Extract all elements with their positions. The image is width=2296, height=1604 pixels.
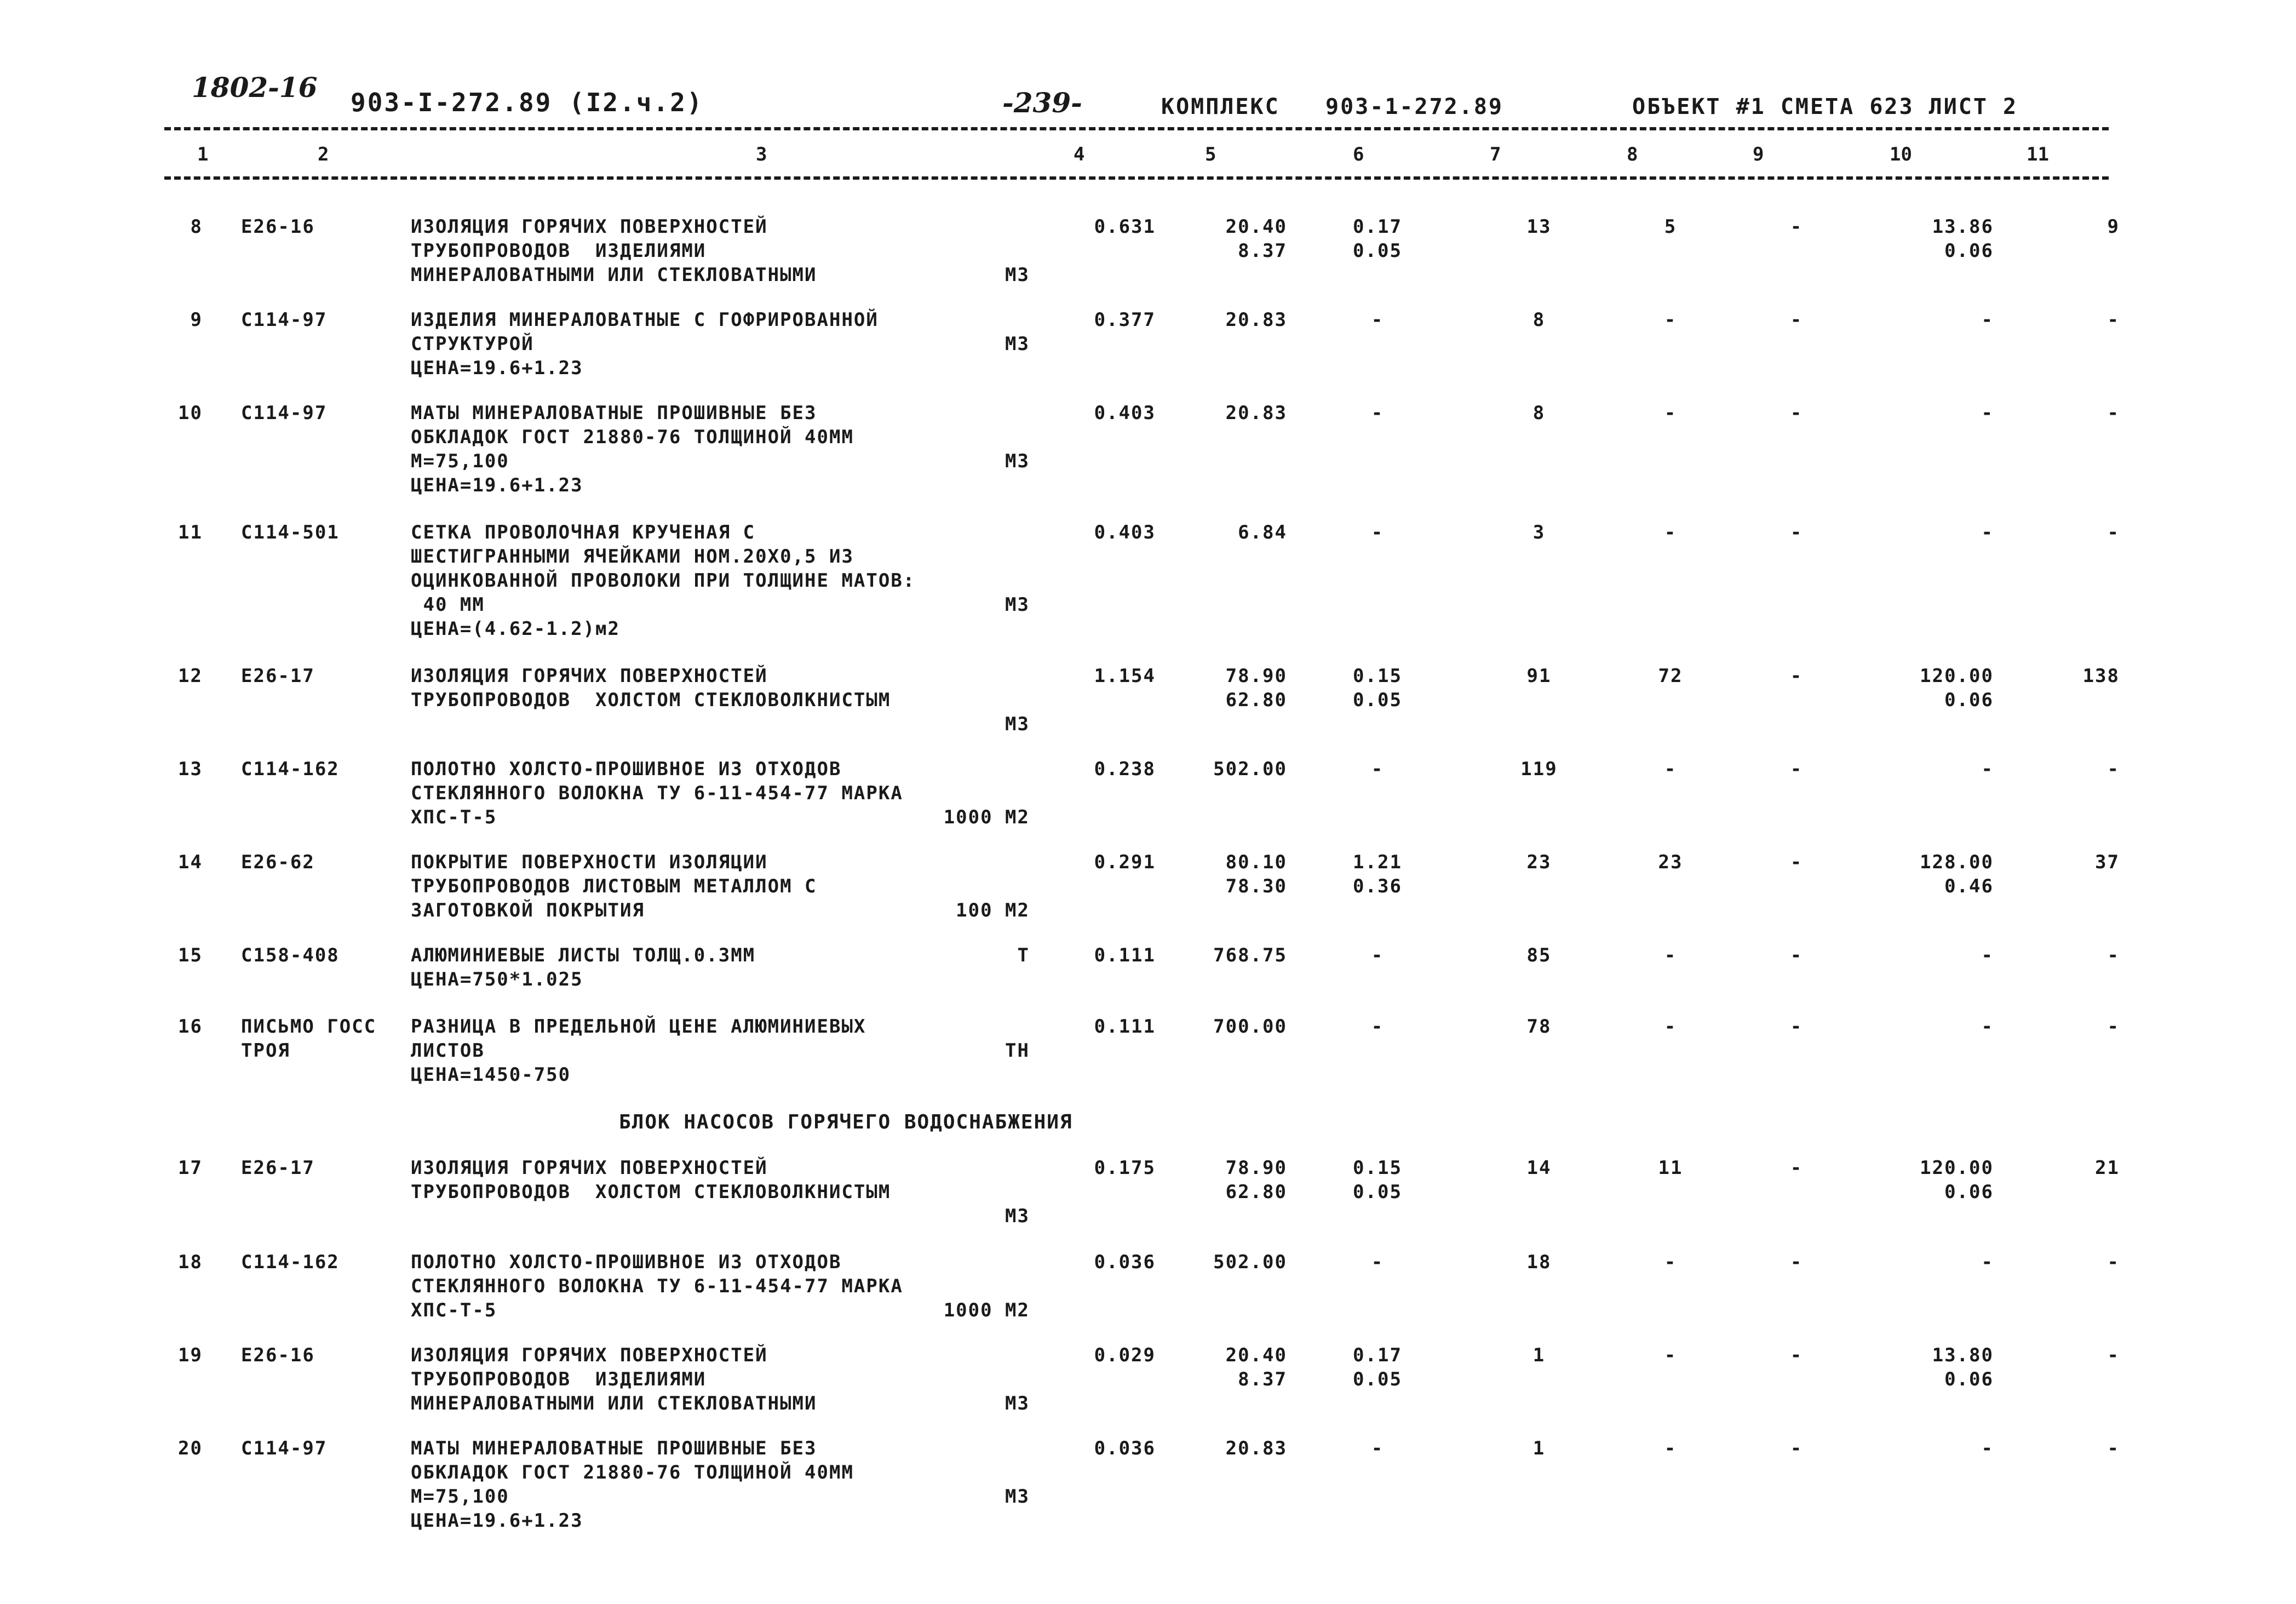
row-description-line: ЗАГОТОВКОЙ ПОКРЫТИЯ [411, 900, 645, 921]
row-quantity: 0.631 [1094, 216, 1156, 238]
row-code: С158-408 [241, 944, 340, 966]
row-description-line: МАТЫ МИНЕРАЛОВАТНЫЕ ПРОШИВНЫЕ БЕЗ [411, 402, 817, 424]
row-labor-cost: - [1664, 309, 1677, 331]
row-labor-price: - [1371, 944, 1384, 966]
row-unit: 1000 М2 [943, 1299, 1030, 1321]
row-description-line: СТЕКЛЯННОГО ВОЛОКНА ТУ 6-11-454-77 МАРКА [411, 782, 903, 804]
row-unit: 100 М2 [956, 900, 1030, 921]
row-col-11: 21 [2095, 1157, 2120, 1179]
row-number: 14 [178, 851, 203, 873]
row-unit-price: 20.83 [1225, 309, 1287, 331]
row-labor-price: 0.15 [1353, 1157, 1402, 1179]
complex-code: 903-1-272.89 [1325, 94, 1503, 119]
row-unit-price: 700.00 [1213, 1016, 1287, 1038]
row-labor-price: 0.05 [1353, 240, 1402, 262]
row-code: Е26-17 [241, 665, 315, 687]
row-labor-price: 0.17 [1353, 1344, 1402, 1366]
column-number-9: 9 [1753, 144, 1764, 165]
row-number: 17 [178, 1157, 203, 1179]
row-labor-price: 0.05 [1353, 1181, 1402, 1203]
row-description-line: ИЗОЛЯЦИЯ ГОРЯЧИХ ПОВЕРХНОСТЕЙ [411, 1344, 768, 1366]
row-unit-price: 20.40 [1225, 216, 1287, 238]
row-unit: М3 [1005, 1393, 1030, 1414]
row-description-line: МИНЕРАЛОВАТНЫМИ ИЛИ СТЕКЛОВАТНЫМИ [411, 1393, 817, 1414]
row-description-line: ИЗДЕЛИЯ МИНЕРАЛОВАТНЫЕ С ГОФРИРОВАННОЙ [411, 309, 879, 331]
row-labor-price: - [1371, 758, 1384, 780]
row-code: С114-162 [241, 758, 340, 780]
row-labor-price: 0.17 [1353, 216, 1402, 238]
row-unit: 1000 М2 [943, 806, 1030, 828]
row-labor-cost: - [1664, 402, 1677, 424]
row-unit-price: 78.90 [1225, 1157, 1287, 1179]
row-labor-price: 0.15 [1353, 665, 1402, 687]
row-quantity: 0.111 [1094, 1016, 1156, 1038]
row-number: 15 [178, 944, 203, 966]
row-code: С114-97 [241, 402, 328, 424]
row-labor-cost: - [1664, 1437, 1677, 1459]
row-col-11: 37 [2095, 851, 2120, 873]
row-number: 8 [190, 216, 203, 238]
document-code: 903-I-272.89 (I2.ч.2) [351, 88, 704, 117]
row-description-line: МИНЕРАЛОВАТНЫМИ ИЛИ СТЕКЛОВАТНЫМИ [411, 264, 817, 286]
row-col-9: - [1790, 1157, 1803, 1179]
row-labor-price: 0.05 [1353, 1368, 1402, 1390]
row-code: ПИСЬМО ГОСС ТРОЯ [241, 1016, 377, 1062]
row-description-line: ШЕСТИГРАННЫМИ ЯЧЕЙКАМИ НОМ.20Х0,5 ИЗ [411, 546, 854, 568]
row-number: 18 [178, 1251, 203, 1273]
row-labor-cost: - [1664, 522, 1677, 543]
row-description-line: СТРУКТУРОЙ [411, 333, 534, 355]
row-unit: М3 [1005, 450, 1030, 472]
row-col-11: - [2107, 944, 2120, 966]
row-labor-price: - [1371, 1016, 1384, 1038]
row-col-10: 0.06 [1944, 689, 1994, 711]
row-col-9: - [1790, 851, 1803, 873]
row-quantity: 1.154 [1094, 665, 1156, 687]
row-unit-price: 20.83 [1225, 402, 1287, 424]
row-col-10: 0.46 [1944, 875, 1994, 897]
row-description-line: ЦЕНА=19.6+1.23 [411, 1510, 583, 1532]
row-col-10: 0.06 [1944, 1181, 1994, 1203]
row-description-line: ПОКРЫТИЕ ПОВЕРХНОСТИ ИЗОЛЯЦИИ [411, 851, 768, 873]
row-col-10: 128.00 [1920, 851, 1994, 873]
row-quantity: 0.238 [1094, 758, 1156, 780]
row-unit-price: 502.00 [1213, 758, 1287, 780]
row-unit-price: 502.00 [1213, 1251, 1287, 1273]
row-quantity: 0.111 [1094, 944, 1156, 966]
row-description-line: ХПС-Т-5 [411, 806, 497, 828]
row-description-line: ТРУБОПРОВОДОВ ХОЛСТОМ СТЕКЛОВОЛКНИСТЫМ [411, 689, 891, 711]
row-labor-cost: 5 [1664, 216, 1677, 238]
row-labor-cost: - [1664, 1251, 1677, 1273]
row-quantity: 0.403 [1094, 402, 1156, 424]
row-description-line: ЛИСТОВ [411, 1040, 485, 1062]
row-col-11: - [2107, 402, 2120, 424]
row-labor-price: - [1371, 522, 1384, 543]
row-col-10: 13.86 [1932, 216, 1994, 238]
row-unit: М3 [1005, 713, 1030, 735]
object-label: ОБЪЕКТ #1 СМЕТА 623 ЛИСТ 2 [1632, 94, 2018, 119]
handwritten-number: 1802-16 [192, 71, 318, 104]
row-unit: М3 [1005, 1486, 1030, 1508]
column-number-3: 3 [756, 144, 767, 165]
row-col-9: - [1790, 402, 1803, 424]
row-col-11: - [2107, 1251, 2120, 1273]
row-description-line: М=75,100 [411, 1486, 509, 1508]
row-labor-cost: - [1664, 758, 1677, 780]
row-col-11: 9 [2107, 216, 2120, 238]
row-labor-price: - [1371, 1251, 1384, 1273]
row-description-line: ЦЕНА=750*1.025 [411, 969, 583, 990]
row-unit-price: 20.40 [1225, 1344, 1287, 1366]
row-unit: Т [1017, 944, 1030, 966]
row-labor-cost: - [1664, 944, 1677, 966]
row-number: 16 [178, 1016, 203, 1038]
row-unit: ТН [1005, 1040, 1030, 1062]
row-col-10: - [1981, 522, 1994, 543]
row-unit-price: 62.80 [1225, 1181, 1287, 1203]
row-description-line: ТРУБОПРОВОДОВ ХОЛСТОМ СТЕКЛОВОЛКНИСТЫМ [411, 1181, 891, 1203]
row-number: 20 [178, 1437, 203, 1459]
row-code: С114-162 [241, 1251, 340, 1273]
row-code: Е26-62 [241, 851, 315, 873]
row-total-cost: 85 [1526, 944, 1552, 966]
row-code: Е26-16 [241, 1344, 315, 1366]
row-col-11: - [2107, 522, 2120, 543]
row-description-line: ЦЕНА=19.6+1.23 [411, 474, 583, 496]
row-total-cost: 119 [1520, 758, 1558, 780]
row-labor-price: 0.05 [1353, 689, 1402, 711]
row-quantity: 0.291 [1094, 851, 1156, 873]
row-quantity: 0.377 [1094, 309, 1156, 331]
row-col-10: 120.00 [1920, 1157, 1994, 1179]
row-total-cost: 18 [1526, 1251, 1552, 1273]
row-col-9: - [1790, 522, 1803, 543]
top-rule [164, 127, 2109, 130]
row-total-cost: 14 [1526, 1157, 1552, 1179]
complex-label: КОМПЛЕКС [1161, 94, 1280, 119]
row-description-line: ПОЛОТНО ХОЛСТО-ПРОШИВНОЕ ИЗ ОТХОДОВ [411, 1251, 842, 1273]
column-number-2: 2 [318, 144, 329, 165]
row-number: 10 [178, 402, 203, 424]
row-col-11: - [2107, 1344, 2120, 1366]
row-total-cost: 23 [1526, 851, 1552, 873]
row-code: Е26-16 [241, 216, 315, 238]
row-description-line: ИЗОЛЯЦИЯ ГОРЯЧИХ ПОВЕРХНОСТЕЙ [411, 216, 768, 238]
row-description-line: АЛЮМИНИЕВЫЕ ЛИСТЫ ТОЛЩ.0.3ММ [411, 944, 756, 966]
column-number-8: 8 [1627, 144, 1638, 165]
row-unit-price: 62.80 [1225, 689, 1287, 711]
row-col-10: - [1981, 944, 1994, 966]
row-unit-price: 8.37 [1238, 240, 1287, 262]
row-description-line: ХПС-Т-5 [411, 1299, 497, 1321]
row-unit-price: 6.84 [1238, 522, 1287, 543]
column-number-10: 10 [1890, 144, 1912, 165]
row-description-line: ОБКЛАДОК ГОСТ 21880-76 ТОЛЩИНОЙ 40ММ [411, 1462, 854, 1483]
row-unit-price: 78.90 [1225, 665, 1287, 687]
row-col-9: - [1790, 758, 1803, 780]
column-number-11: 11 [2027, 144, 2049, 165]
row-description-line: 40 ММ [411, 594, 485, 616]
row-labor-cost: 23 [1658, 851, 1683, 873]
row-col-9: - [1790, 944, 1803, 966]
row-col-11: 138 [2082, 665, 2120, 687]
row-description-line: СЕТКА ПРОВОЛОЧНАЯ КРУЧЕНАЯ С [411, 522, 756, 543]
row-col-10: 120.00 [1920, 665, 1994, 687]
row-labor-cost: - [1664, 1016, 1677, 1038]
row-total-cost: 3 [1532, 522, 1546, 543]
row-col-11: - [2107, 309, 2120, 331]
row-description-line: ОБКЛАДОК ГОСТ 21880-76 ТОЛЩИНОЙ 40ММ [411, 426, 854, 448]
row-col-11: - [2107, 758, 2120, 780]
row-col-9: - [1790, 665, 1803, 687]
row-col-11: - [2107, 1437, 2120, 1459]
row-col-10: - [1981, 758, 1994, 780]
row-unit: М3 [1005, 333, 1030, 355]
row-number: 12 [178, 665, 203, 687]
row-col-10: 0.06 [1944, 240, 1994, 262]
row-number: 19 [178, 1344, 203, 1366]
row-col-9: - [1790, 1437, 1803, 1459]
header-rule [164, 176, 2109, 180]
row-labor-cost: - [1664, 1344, 1677, 1366]
row-col-10: 0.06 [1944, 1368, 1994, 1390]
row-description-line: ТРУБОПРОВОДОВ ИЗДЕЛИЯМИ [411, 240, 707, 262]
row-description-line: ТРУБОПРОВОДОВ ИЗДЕЛИЯМИ [411, 1368, 707, 1390]
row-total-cost: 1 [1532, 1344, 1546, 1366]
row-description-line: ОЦИНКОВАННОЙ ПРОВОЛОКИ ПРИ ТОЛЩИНЕ МАТОВ: [411, 570, 916, 592]
column-number-4: 4 [1074, 144, 1085, 165]
row-description-line: ЦЕНА=19.6+1.23 [411, 357, 583, 379]
row-unit: М3 [1005, 264, 1030, 286]
row-quantity: 0.036 [1094, 1251, 1156, 1273]
row-description-line: ПОЛОТНО ХОЛСТО-ПРОШИВНОЕ ИЗ ОТХОДОВ [411, 758, 842, 780]
row-col-9: - [1790, 216, 1803, 238]
row-total-cost: 78 [1526, 1016, 1552, 1038]
row-col-10: - [1981, 402, 1994, 424]
row-col-11: - [2107, 1016, 2120, 1038]
row-description-line: ЦЕНА=(4.62-1.2)м2 [411, 618, 620, 640]
row-unit-price: 78.30 [1225, 875, 1287, 897]
row-col-9: - [1790, 1344, 1803, 1366]
row-unit-price: 80.10 [1225, 851, 1287, 873]
row-col-10: - [1981, 1016, 1994, 1038]
row-code: С114-501 [241, 522, 340, 543]
row-labor-price: 1.21 [1353, 851, 1402, 873]
row-col-9: - [1790, 1251, 1803, 1273]
row-number: 13 [178, 758, 203, 780]
column-number-1: 1 [197, 144, 209, 165]
row-number: 9 [190, 309, 203, 331]
row-description-line: СТЕКЛЯННОГО ВОЛОКНА ТУ 6-11-454-77 МАРКА [411, 1275, 903, 1297]
row-description-line: ТРУБОПРОВОДОВ ЛИСТОВЫМ МЕТАЛЛОМ С [411, 875, 817, 897]
row-labor-price: - [1371, 402, 1384, 424]
row-unit: М3 [1005, 1205, 1030, 1227]
section-title: БЛОК НАСОСОВ ГОРЯЧЕГО ВОДОСНАБЖЕНИЯ [619, 1111, 1073, 1133]
row-unit: М3 [1005, 594, 1030, 616]
row-description-line: М=75,100 [411, 450, 509, 472]
row-quantity: 0.175 [1094, 1157, 1156, 1179]
row-code: С114-97 [241, 1437, 328, 1459]
row-total-cost: 91 [1526, 665, 1552, 687]
row-quantity: 0.403 [1094, 522, 1156, 543]
row-labor-cost: 11 [1658, 1157, 1683, 1179]
row-col-10: - [1981, 309, 1994, 331]
row-code: С114-97 [241, 309, 328, 331]
row-unit-price: 20.83 [1225, 1437, 1287, 1459]
row-description-line: ИЗОЛЯЦИЯ ГОРЯЧИХ ПОВЕРХНОСТЕЙ [411, 1157, 768, 1179]
row-col-10: 13.80 [1932, 1344, 1994, 1366]
row-code: Е26-17 [241, 1157, 315, 1179]
row-col-10: - [1981, 1437, 1994, 1459]
row-quantity: 0.036 [1094, 1437, 1156, 1459]
page-number: -239- [1002, 87, 1082, 119]
row-col-9: - [1790, 309, 1803, 331]
row-total-cost: 8 [1532, 309, 1546, 331]
row-description-line: ЦЕНА=1450-750 [411, 1064, 571, 1086]
row-total-cost: 13 [1526, 216, 1552, 238]
row-number: 11 [178, 522, 203, 543]
row-quantity: 0.029 [1094, 1344, 1156, 1366]
row-labor-price: 0.36 [1353, 875, 1402, 897]
row-col-9: - [1790, 1016, 1803, 1038]
row-description-line: РАЗНИЦА В ПРЕДЕЛЬНОЙ ЦЕНЕ АЛЮМИНИЕВЫХ [411, 1016, 866, 1038]
row-total-cost: 1 [1532, 1437, 1546, 1459]
column-number-6: 6 [1353, 144, 1364, 165]
row-unit-price: 768.75 [1213, 944, 1287, 966]
row-labor-price: - [1371, 309, 1384, 331]
column-number-7: 7 [1490, 144, 1501, 165]
column-number-5: 5 [1205, 144, 1216, 165]
row-total-cost: 8 [1532, 402, 1546, 424]
row-labor-price: - [1371, 1437, 1384, 1459]
row-col-10: - [1981, 1251, 1994, 1273]
row-unit-price: 8.37 [1238, 1368, 1287, 1390]
row-description-line: ИЗОЛЯЦИЯ ГОРЯЧИХ ПОВЕРХНОСТЕЙ [411, 665, 768, 687]
row-description-line: МАТЫ МИНЕРАЛОВАТНЫЕ ПРОШИВНЫЕ БЕЗ [411, 1437, 817, 1459]
row-labor-cost: 72 [1658, 665, 1683, 687]
